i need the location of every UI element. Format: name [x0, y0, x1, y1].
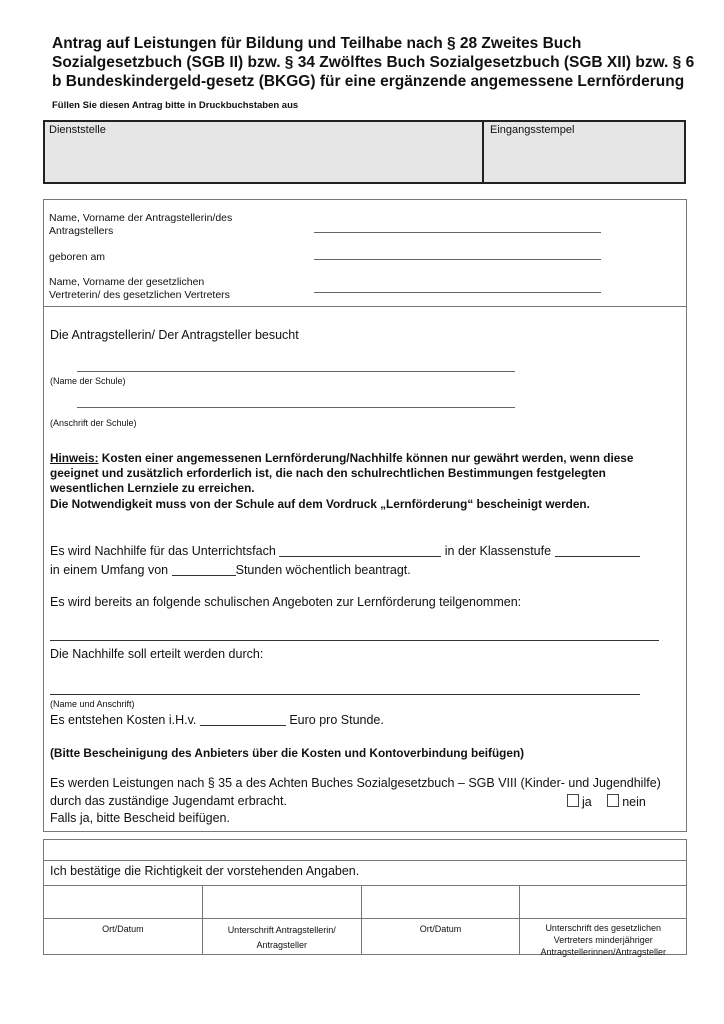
- form-title: Antrag auf Leistungen für Bildung und Teilhabe nach § 28 Zweites Buch Sozialgesetzbuch (SGB II) bzw. § 34 Zwölftes Buch Sozialgesetzbuch (SGB XII) bzw. § 6 b Bundeskindergeld-gesetz (BKGG) für eine ergänzende angemessene Lernförderung: [52, 35, 695, 90]
- applicant-signature-caption: Unterschrift Antragstellerin/ Antragsteller: [227, 925, 336, 950]
- provider-label: Die Nachhilfe soll erteilt werden durch:: [50, 647, 264, 661]
- hint-label: Hinweis:: [50, 451, 99, 465]
- applicant-name-label-line2: Antragstellers: [49, 225, 114, 237]
- cost-line: [50, 713, 384, 727]
- eingangsstempel-field[interactable]: [486, 122, 684, 182]
- eingangsstempel-label: Eingangsstempel: [490, 124, 575, 136]
- signature-col-place-date-1: [44, 885, 203, 955]
- office-stamp-box: [43, 120, 686, 184]
- signature-columns: [44, 885, 686, 955]
- instruction-text: Füllen Sie diesen Antrag bitte in Druckbuchstaben aus: [52, 100, 299, 111]
- yes-no-options: [567, 794, 646, 809]
- representative-label-line2: Vertreterin/ des gesetzlichen Vertreters: [49, 289, 230, 301]
- hours-line: [50, 563, 411, 577]
- school-address-caption: (Anschrift der Schule): [50, 418, 137, 428]
- yes-checkbox[interactable]: [567, 794, 579, 807]
- existing-offers-field[interactable]: [50, 640, 659, 641]
- dienststelle-label: Dienststelle: [49, 124, 106, 136]
- place-date-field-2[interactable]: [362, 885, 520, 919]
- school-address-field[interactable]: [77, 407, 515, 408]
- grade-field[interactable]: [555, 544, 640, 557]
- cost-field[interactable]: [200, 713, 286, 726]
- no-checkbox[interactable]: [607, 794, 619, 807]
- subject-line: [50, 544, 640, 558]
- hint-text: Kosten einer angemessenen Lernförderung/Nachhilfe können nur gewährt werden, wenn diese geeignet und zusätzlich erforderlich ist, die nach den schulrechtlichen Bestimmungen festgelegten wesentlichen Lernziele zu erreichen.: [50, 451, 634, 495]
- hint-paragraph: [50, 451, 670, 496]
- hours-field[interactable]: [172, 563, 236, 576]
- representative-field[interactable]: [314, 292, 601, 293]
- signature-col-applicant: [203, 885, 362, 955]
- school-name-field[interactable]: [77, 371, 515, 372]
- cost-suffix: Euro pro Stunde.: [289, 713, 384, 727]
- cost-prefix: Es entstehen Kosten i.H.v.: [50, 713, 197, 727]
- necessity-note: Die Notwendigkeit muss von der Schule auf dem Vordruck „Lernförderung“ bescheinigt werden.: [50, 497, 590, 511]
- signature-col-place-date-2: [362, 885, 521, 955]
- attach-certificate-note: (Bitte Bescheinigung des Anbieters über die Kosten und Kontoverbindung beifügen): [50, 746, 525, 760]
- applicant-signature-field[interactable]: [203, 885, 361, 919]
- representative-label: [49, 276, 230, 302]
- provider-field[interactable]: [50, 694, 640, 695]
- signature-top-row: [44, 840, 686, 861]
- yes-label: ja: [582, 795, 592, 809]
- sgb8-line2: durch das zuständige Jugendamt erbracht.: [50, 794, 287, 808]
- confirmation-row: [44, 860, 686, 886]
- place-date-field-1[interactable]: [44, 885, 202, 919]
- place-date-caption-1: Ort/Datum: [102, 924, 144, 934]
- hours-suffix: Stunden wöchentlich beantragt.: [235, 563, 411, 577]
- school-name-caption: (Name der Schule): [50, 376, 126, 386]
- applicant-name-label-line1: Name, Vorname der Antragstellerin/des: [49, 212, 233, 224]
- representative-signature-caption: Unterschrift des gesetzlichen Vertreters minderjähriger Antragstellerinnen/Antragsteller: [540, 923, 667, 957]
- subject-field[interactable]: [279, 544, 441, 557]
- representative-label-line1: Name, Vorname der gesetzlichen: [49, 276, 205, 288]
- existing-offers-label: Es wird bereits an folgende schulischen Angeboten zur Lernförderung teilgenommen:: [50, 595, 522, 609]
- applicant-name-field[interactable]: [314, 232, 601, 233]
- signature-section: [43, 839, 687, 955]
- dienststelle-field[interactable]: [45, 122, 484, 182]
- representative-signature-field[interactable]: [520, 885, 686, 919]
- tutoring-section: [43, 306, 687, 832]
- hours-prefix: in einem Umfang von: [50, 563, 169, 577]
- applicant-section: [43, 199, 687, 307]
- grade-prefix: in der Klassenstufe: [444, 544, 552, 558]
- applicant-name-label: [49, 212, 232, 238]
- sgb8-line3: Falls ja, bitte Bescheid beifügen.: [50, 811, 230, 825]
- school-attends-label: Die Antragstellerin/ Der Antragsteller besucht: [50, 328, 299, 342]
- subject-prefix: Es wird Nachhilfe für das Unterrichtsfach: [50, 544, 276, 558]
- provider-caption: (Name und Anschrift): [50, 699, 135, 709]
- signature-col-representative: [520, 885, 686, 955]
- birth-date-field[interactable]: [314, 259, 601, 260]
- place-date-caption-2: Ort/Datum: [419, 924, 462, 934]
- no-label: nein: [622, 795, 646, 809]
- confirmation-text: Ich bestätige die Richtigkeit der vorstehenden Angaben.: [50, 864, 360, 878]
- sgb8-line1: Es werden Leistungen nach § 35 a des Achten Buches Sozialgesetzbuch – SGB VIII (Kinder- und Jugendhilfe): [50, 776, 661, 790]
- birth-date-label: geboren am: [49, 251, 106, 263]
